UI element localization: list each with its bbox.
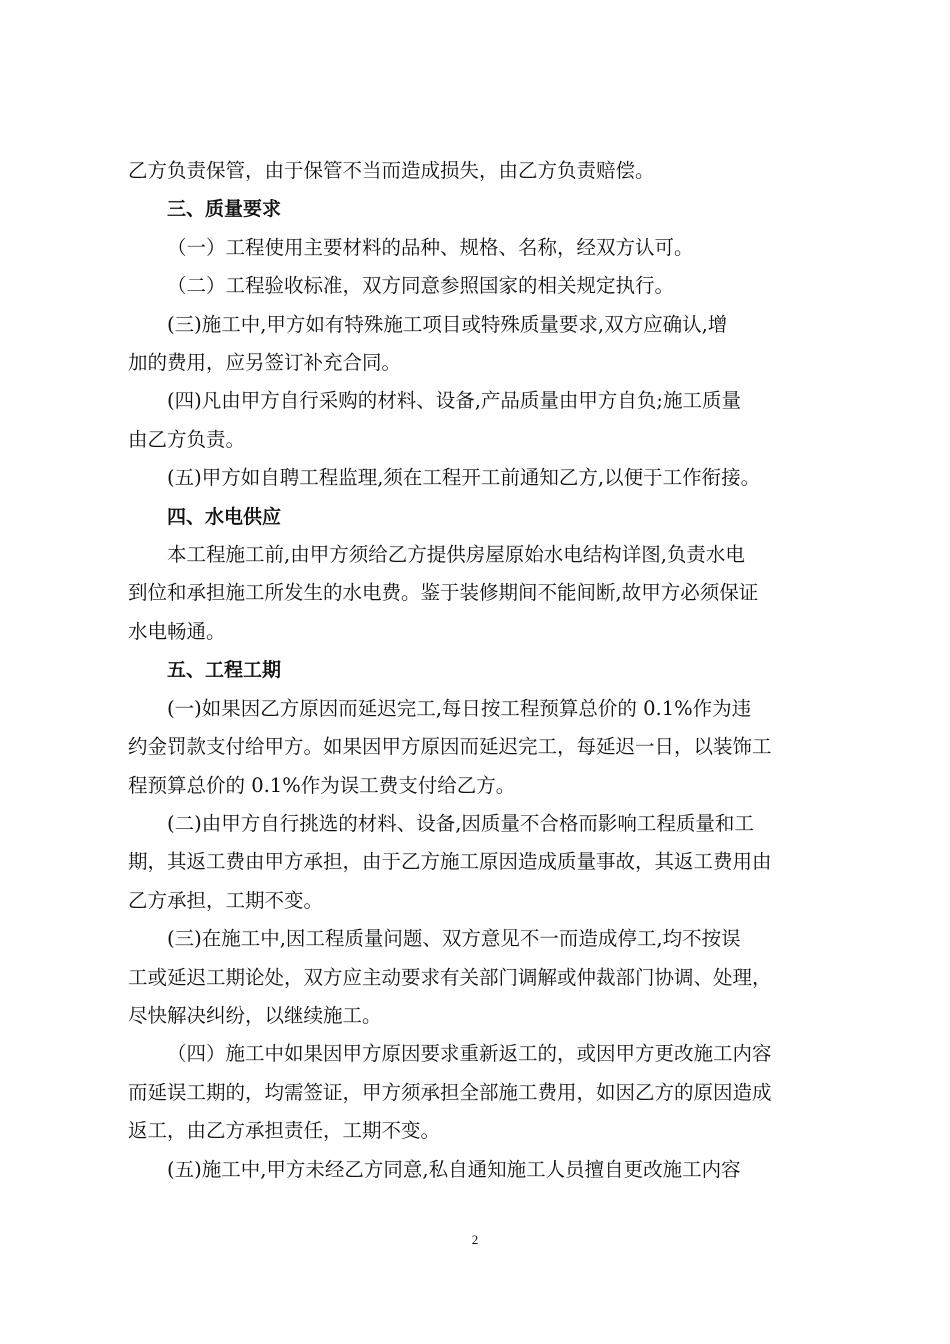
text-line: 而延误工期的，均需签证，甲方须承担全部施工费用，如因乙方的原因造成 (128, 1080, 772, 1104)
text-line: (三)在施工中,因工程质量问题、双方意见不一而造成停工,均不按误 (167, 927, 741, 951)
text-line: 加的费用，应另签订补充合同。 (128, 351, 402, 375)
paragraph (128, 459, 856, 497)
paragraph (128, 229, 856, 267)
text-line: 工或延迟工期论处，双方应主动要求有关部门调解或仲裁部门协调、处理， (128, 965, 772, 989)
text-line: 返工，由乙方承担责任，工期不变。 (128, 1119, 441, 1143)
text-line: 约金罚款支付给甲方。如果因甲方原因而延迟完工，每延迟一日，以装饰工 (128, 735, 772, 759)
text-line: (五)甲方如自聘工程监理,须在工程开工前通知乙方,以便于工作衔接。 (167, 466, 761, 490)
text-line: 尽快解决纠纷，以继续施工。 (128, 1003, 382, 1027)
text-line: 四、水电供应 (167, 505, 282, 528)
text-line: 五、工程工期 (167, 659, 282, 682)
section-heading (128, 651, 856, 689)
paragraph (128, 536, 856, 651)
text-line: 乙方承担，工期不变。 (128, 888, 324, 912)
section-heading (128, 498, 856, 536)
section-heading (128, 190, 856, 228)
text-line: 本工程施工前,由甲方须给乙方提供房屋原始水电结构详图,负责水电 (167, 543, 745, 567)
document-body (128, 152, 856, 1189)
paragraph (128, 382, 856, 459)
text-line: （四）施工中如果因甲方原因要求重新返工的，或因甲方更改施工内容 (167, 1042, 772, 1066)
text-line: （二）工程验收标准，双方同意参照国家的相关规定执行。 (167, 274, 675, 298)
text-line: 水电畅通。 (128, 619, 226, 643)
page-number: 2 (471, 1232, 479, 1247)
text-line: 期，其返工费由甲方承担，由于乙方施工原因造成质量事故，其返工费用由 (128, 850, 772, 874)
paragraph (128, 267, 856, 305)
text-line: (二)由甲方自行挑选的材料、设备,因质量不合格而影响工程质量和工 (167, 811, 754, 835)
text-line: (一)如果因乙方原因而延迟完工,每日按工程预算总价的 0.1%作为违 (167, 696, 752, 720)
text-line: (五)施工中,甲方未经乙方同意,私自通知施工人员擅自更改施工内容 (167, 1157, 741, 1181)
text-line: (三)施工中,甲方如有特殊施工项目或特殊质量要求,双方应确认,增 (167, 312, 728, 336)
paragraph (128, 306, 856, 383)
text-line: （一）工程使用主要材料的品种、规格、名称，经双方认可。 (167, 235, 694, 259)
paragraph (128, 152, 856, 190)
text-line: 程预算总价的 0.1%作为误工费支付给乙方。 (128, 773, 516, 797)
text-line: (四)凡由甲方自行采购的材料、设备,产品质量由甲方自负;施工质量 (167, 389, 741, 413)
paragraph (128, 1035, 856, 1150)
paragraph (128, 920, 856, 1035)
text-line: 到位和承担施工所发生的水电费。鉴于装修期间不能间断,故甲方必须保证 (128, 581, 759, 605)
paragraph (128, 690, 856, 805)
text-line: 由乙方负责。 (128, 427, 246, 451)
paragraph (128, 1151, 856, 1189)
text-line: 乙方负责保管，由于保管不当而造成损失，由乙方负责赔偿。 (128, 159, 655, 182)
text-line: 三、质量要求 (167, 198, 282, 221)
paragraph (128, 805, 856, 920)
